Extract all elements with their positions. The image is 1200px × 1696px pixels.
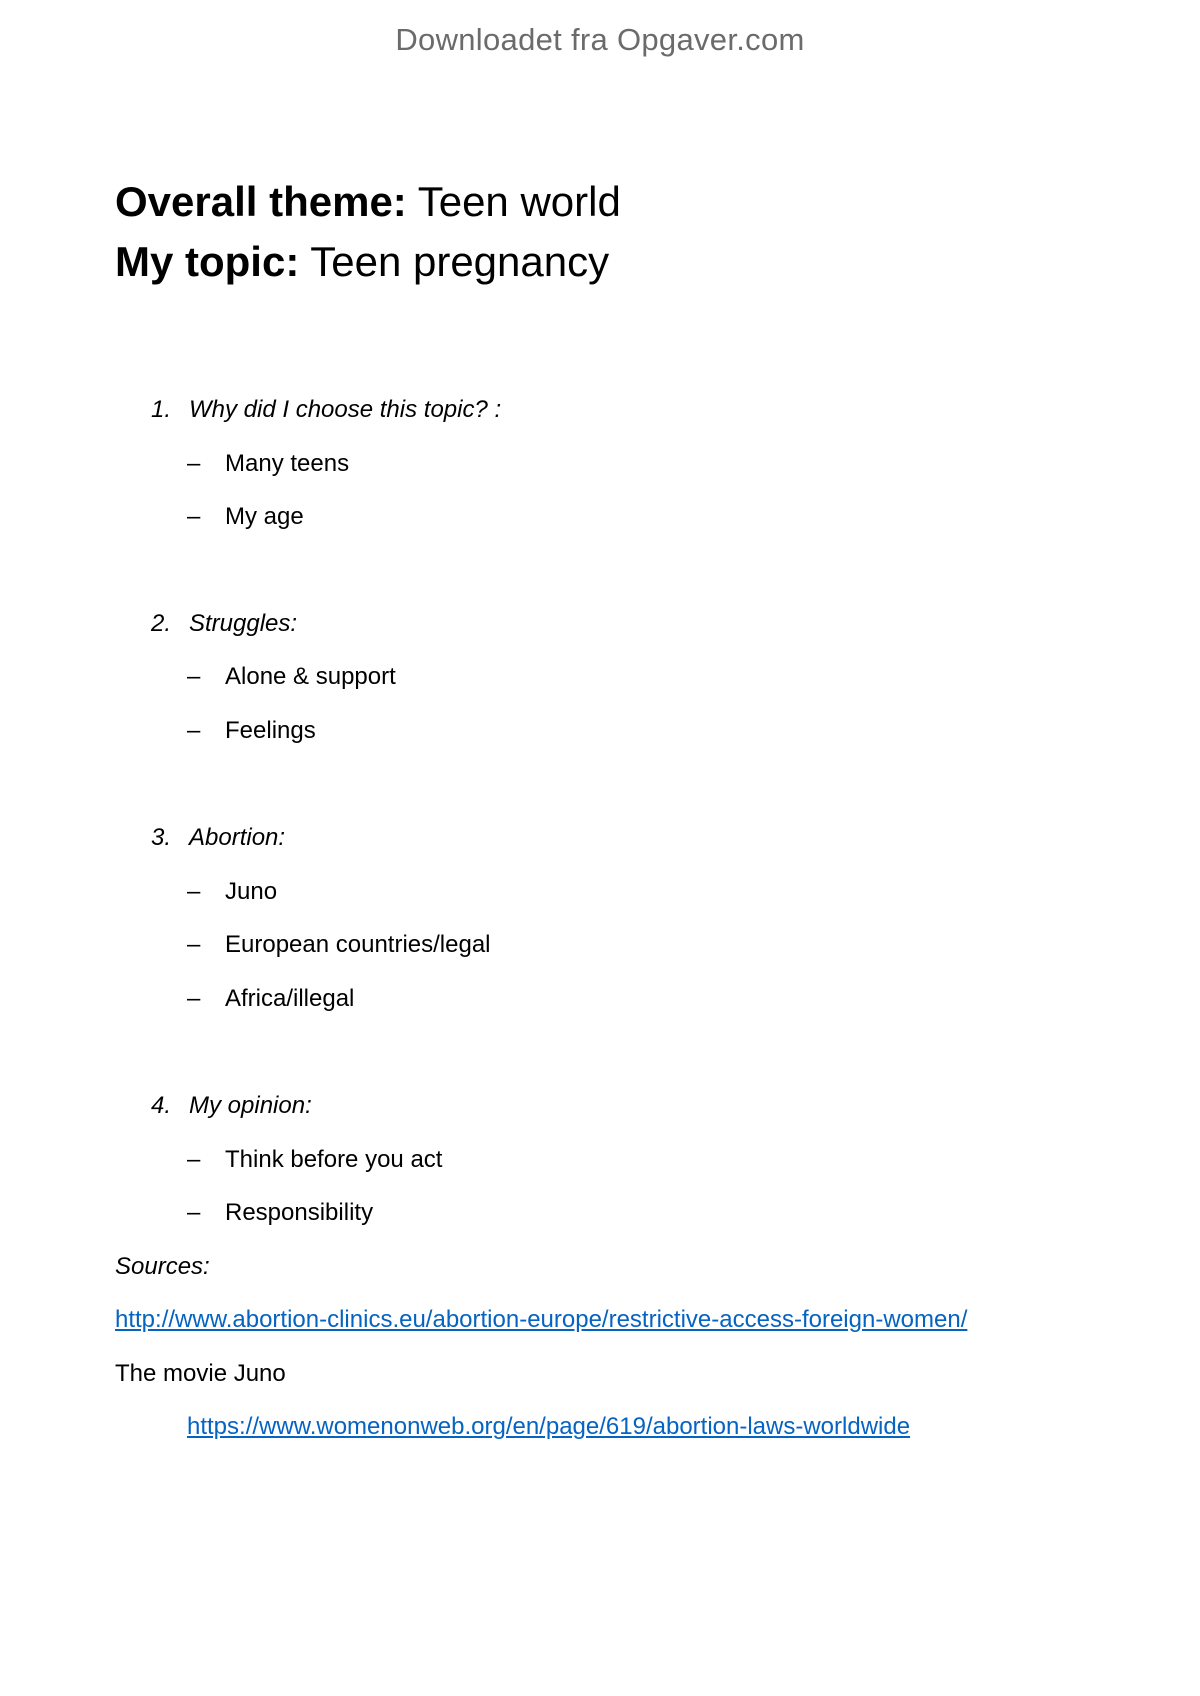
section-number: 3.	[151, 824, 172, 851]
topic-label: My topic:	[115, 238, 300, 285]
section-3-title	[151, 824, 285, 852]
overall-theme-heading	[115, 178, 621, 226]
source-link-abortion-clinics[interactable]: http://www.abortion-clinics.eu/abortion-europe/restrictive-access-foreign-women/	[115, 1306, 968, 1333]
dash-bullet: –	[187, 931, 201, 958]
list-item-text: Responsibility	[225, 1199, 374, 1226]
list-item-text: Think before you act	[225, 1146, 443, 1173]
list-item	[187, 503, 304, 531]
section-title-text: Abortion:	[189, 824, 286, 851]
overall-theme-value: Teen world	[406, 178, 621, 225]
section-title-text: My opinion:	[189, 1092, 312, 1119]
topic-value: Teen pregnancy	[299, 238, 610, 285]
list-item-text: European countries/legal	[225, 931, 491, 958]
dash-bullet: –	[187, 503, 201, 530]
watermark: Downloadet fra Opgaver.com	[395, 22, 805, 57]
list-item	[187, 717, 316, 745]
section-title-text: Struggles:	[189, 610, 298, 637]
section-title-text: Why did I choose this topic? :	[189, 396, 502, 423]
section-1-title	[151, 396, 501, 424]
topic-heading	[115, 238, 609, 286]
list-item	[187, 1199, 373, 1227]
list-item-text: My age	[225, 503, 304, 530]
source-movie: The movie Juno	[115, 1360, 286, 1387]
list-item-text: Alone & support	[225, 663, 396, 690]
list-item-text: Feelings	[225, 717, 316, 744]
section-4-title	[151, 1092, 312, 1120]
list-item-text: Juno	[225, 878, 278, 905]
section-number: 4.	[151, 1092, 172, 1119]
list-item	[187, 450, 349, 478]
dash-bullet: –	[187, 663, 201, 690]
list-item	[187, 878, 277, 906]
sources-label: Sources:	[115, 1253, 210, 1280]
section-number: 2.	[151, 610, 172, 637]
list-item	[187, 931, 491, 959]
dash-bullet: –	[187, 1146, 201, 1173]
section-2-title	[151, 610, 297, 638]
list-item-text: Africa/illegal	[225, 985, 355, 1012]
dash-bullet: –	[187, 450, 201, 477]
overall-theme-label: Overall theme:	[115, 178, 407, 225]
list-item-text: Many teens	[225, 450, 350, 477]
dash-bullet: –	[187, 878, 201, 905]
source-link-womenonweb[interactable]: https://www.womenonweb.org/en/page/619/abortion-laws-worldwide	[187, 1413, 911, 1440]
list-item	[187, 1146, 442, 1174]
list-item	[187, 663, 396, 691]
dash-bullet: –	[187, 985, 201, 1012]
list-item	[187, 985, 354, 1013]
dash-bullet: –	[187, 1199, 201, 1226]
dash-bullet: –	[187, 717, 201, 744]
section-number: 1.	[151, 396, 172, 423]
